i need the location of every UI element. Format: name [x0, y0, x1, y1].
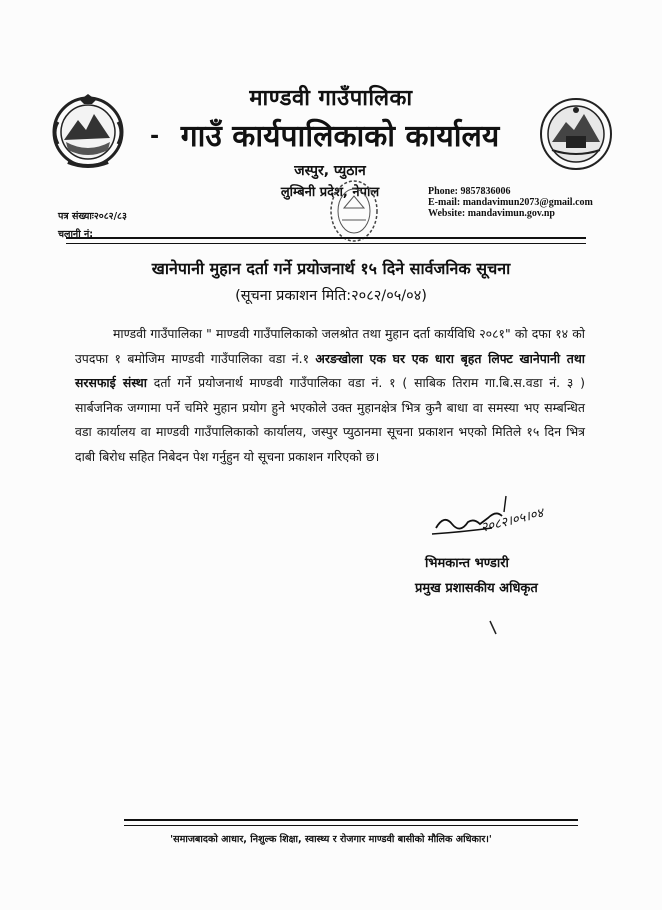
signature-image — [422, 488, 578, 548]
contact-block — [428, 186, 593, 219]
notice-paragraph — [75, 322, 585, 469]
office-province: लुम्बिनी प्रदेश, नेपाल — [280, 185, 380, 200]
office-location: जस्पुर, प्युठान — [294, 163, 366, 179]
contact-website: Website: mandavimun.gov.np — [428, 208, 555, 219]
footer-rule-thin — [124, 825, 578, 826]
dispatch-number: चलानी नं: — [58, 229, 94, 240]
letter-number: पत्र संख्याः२०८२/८३ — [58, 211, 127, 222]
body-text-part1: माण्डवी गाउँपालिका " माण्डवी गाउँपालिकाको जलश्रोत तथा मुहान दर्ता कार्यविधि २०८१" को दफा १४ को उपदफा १ बमोजिम माण्डवी गाउँपालिका वडा नं.१ — [75, 326, 585, 366]
notice-publish-date: (सूचना प्रकाशन मिति:२०८२/०५/०४) — [235, 288, 427, 304]
body-text-bold: अरङखोला एक घर एक धारा बृहत लिफ्ट खानेपानी तथा सरसफाई संस्था — [75, 350, 585, 390]
official-stamp — [328, 178, 380, 244]
municipality-logo — [538, 96, 614, 172]
signature-date: २०८२।०५।०४ — [479, 505, 546, 536]
signatory-name: भिमकान्त भण्डारी — [425, 556, 509, 571]
pen-mark — [488, 620, 498, 636]
signatory-title: प्रमुख प्रशासकीय अधिकृत — [415, 581, 538, 596]
footer-rule — [124, 819, 578, 821]
footer-slogan: 'समाजबादको आधार, निशुल्क शिक्षा, स्वास्थ्य र रोजगार माण्डवी बासीको मौलिक अधिकार।' — [170, 834, 492, 845]
header-dash: - — [150, 124, 160, 149]
office-name: गाउँ कार्यपालिकाको कार्यालय — [180, 119, 500, 154]
header-rule — [66, 237, 586, 239]
notice-title: खानेपानी मुहान दर्ता गर्ने प्रयोजनार्थ १५ दिने सार्वजनिक सूचना — [151, 259, 511, 278]
header-rule-thin — [66, 243, 586, 244]
municipality-name: माण्डवी गाउँपालिका — [249, 86, 413, 111]
contact-email: E-mail: mandavimun2073@gmail.com — [428, 197, 593, 208]
contact-phone: Phone: 9857836006 — [428, 186, 511, 197]
notice-body — [75, 322, 585, 469]
body-text-part2: दर्ता गर्ने प्रयोजनार्थ माण्डवी गाउँपालिका वडा नं. १ ( साबिक तिराम गा.बि.स.वडा नं. ३ ) सार्बजनिक जग्गामा पर्ने चमिरे मुहान प्रयोग हुने भएकोले उक्त मुहानक्षेत्र भित्र कुनै बाधा वा समस्या भए सम्बन्धित वडा कार्यालय वा माण्डवी गाउँपालिकाको कार्यालय, जस्पुर प्युठानमा सूचना प्रकाशन भएको मितिले १५ दिन भित्र दाबी बिरोध सहित निबेदन पेश गर्नुहुन यो सूचना प्रकाशन गरिएको छ। — [75, 375, 585, 464]
